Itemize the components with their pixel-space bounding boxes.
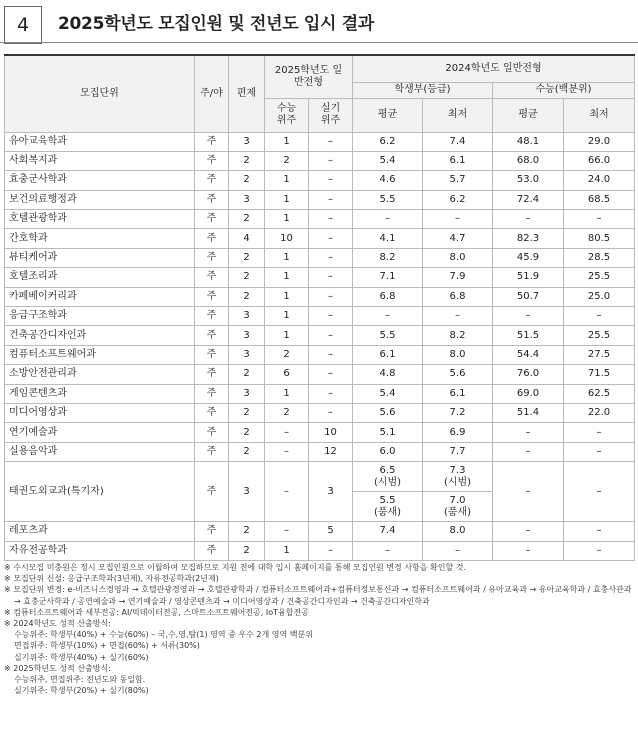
transfer-years: 3 (229, 462, 265, 522)
suneung-quota: – (265, 442, 309, 461)
day-night: 주 (195, 248, 229, 267)
transfer-years: 2 (229, 287, 265, 306)
hs-min: 4.7 (423, 229, 493, 248)
suneung-quota: 1 (265, 132, 309, 151)
hs-min-poomsae-tag: (품새) (443, 506, 472, 518)
sn-min: – (564, 307, 635, 326)
day-night: 주 (195, 423, 229, 442)
transfer-years: 2 (229, 268, 265, 287)
day-night: 주 (195, 307, 229, 326)
header-hs-min: 최저 (423, 98, 493, 132)
table-row (5, 307, 635, 326)
practical-quota: 3 (309, 462, 353, 522)
header-practical-quota: 실기 위주 (309, 98, 353, 132)
header-transfer: 편제 (229, 55, 265, 132)
hs-min: – (423, 541, 493, 560)
table-row (5, 442, 635, 461)
transfer-years: 3 (229, 307, 265, 326)
hs-avg: – (353, 210, 423, 229)
transfer-years: 2 (229, 151, 265, 170)
transfer-years: 2 (229, 403, 265, 422)
unit-name: 호텔관광학과 (5, 210, 195, 229)
hs-min: 6.1 (423, 384, 493, 403)
sn-min: – (564, 423, 635, 442)
hs-avg-poomsae-value: 5.5 (379, 494, 396, 506)
header-day-night: 주/야 (195, 55, 229, 132)
unit-name: 효충군사학과 (5, 171, 195, 190)
practical-quota: – (309, 541, 353, 560)
table-row (5, 287, 635, 306)
sn-min: 25.5 (564, 268, 635, 287)
practical-quota: 5 (309, 522, 353, 541)
note-line: ※ 컴퓨터소프트웨어과 세부전공: AI/빅데이터전공, 스마트소프트웨어전공, IoT융합전공 (4, 607, 309, 617)
hs-avg-poomsae-tag: (품새) (373, 506, 402, 518)
day-night: 주 (195, 190, 229, 209)
practical-quota: 12 (309, 442, 353, 461)
header-suneung-pct: 수능(백분위) (493, 82, 635, 98)
sn-avg: – (493, 307, 564, 326)
sn-min: 25.0 (564, 287, 635, 306)
practical-quota: – (309, 384, 353, 403)
practical-quota: – (309, 326, 353, 345)
day-night: 주 (195, 151, 229, 170)
suneung-quota: 2 (265, 403, 309, 422)
sn-min: – (564, 541, 635, 560)
table-row (5, 190, 635, 209)
note-line: 실기위주: 학생부(40%) + 실기(60%) (14, 652, 149, 662)
hs-avg: 6.8 (353, 287, 423, 306)
unit-name: 자유전공학과 (5, 541, 195, 560)
transfer-years: 3 (229, 190, 265, 209)
practical-quota: – (309, 287, 353, 306)
table-row (5, 326, 635, 345)
day-night: 주 (195, 326, 229, 345)
transfer-years: 2 (229, 248, 265, 267)
transfer-years: 2 (229, 210, 265, 229)
day-night: 주 (195, 171, 229, 190)
table-row (5, 132, 635, 151)
hs-min: 6.8 (423, 287, 493, 306)
hs-avg: 4.6 (353, 171, 423, 190)
practical-quota: – (309, 210, 353, 229)
sn-avg: 48.1 (493, 132, 564, 151)
day-night: 주 (195, 132, 229, 151)
hs-min-demo-value: 7.3 (449, 464, 466, 476)
sn-avg: 76.0 (493, 365, 564, 384)
day-night: 주 (195, 462, 229, 522)
hs-avg: – (353, 307, 423, 326)
unit-name: 태권도외교과(특기자) (5, 462, 195, 522)
hs-min: 8.0 (423, 345, 493, 364)
unit-name: 유아교육학과 (5, 132, 195, 151)
unit-name: 카페베이커리과 (5, 287, 195, 306)
note-line: 실기위주: 학생부(20%) + 실기(80%) (14, 686, 149, 696)
unit-name: 컴퓨터소프트웨어과 (5, 345, 195, 364)
note-line: 수능위주, 면접위주: 전년도와 동일함. (14, 675, 146, 685)
practical-quota: – (309, 345, 353, 364)
practical-quota: – (309, 403, 353, 422)
hs-avg: 4.1 (353, 229, 423, 248)
unit-name: 게임콘텐츠과 (5, 384, 195, 403)
unit-name: 소방안전관리과 (5, 365, 195, 384)
day-night: 주 (195, 229, 229, 248)
hs-min-poomsae (423, 492, 493, 522)
table-row (5, 423, 635, 442)
sn-avg: 51.5 (493, 326, 564, 345)
suneung-quota: 1 (265, 541, 309, 560)
suneung-quota: 6 (265, 365, 309, 384)
hs-avg: 6.1 (353, 345, 423, 364)
sn-min: 80.5 (564, 229, 635, 248)
header-divider (0, 42, 638, 43)
hs-min: 5.7 (423, 171, 493, 190)
hs-avg: – (353, 541, 423, 560)
practical-quota: 10 (309, 423, 353, 442)
suneung-quota: 1 (265, 307, 309, 326)
unit-name: 미디어영상과 (5, 403, 195, 422)
note-line: 면접위주: 학생부(10%) + 면접(60%) + 서류(30%) (14, 641, 200, 651)
practical-quota: – (309, 151, 353, 170)
practical-quota: – (309, 171, 353, 190)
practical-quota: – (309, 365, 353, 384)
practical-quota: – (309, 229, 353, 248)
hs-avg: 6.2 (353, 132, 423, 151)
transfer-years: 3 (229, 384, 265, 403)
sn-avg: 69.0 (493, 384, 564, 403)
practical-quota: – (309, 248, 353, 267)
transfer-years: 2 (229, 171, 265, 190)
hs-avg: 5.1 (353, 423, 423, 442)
transfer-years: 2 (229, 423, 265, 442)
hs-min: 7.2 (423, 403, 493, 422)
unit-name: 사회복지과 (5, 151, 195, 170)
suneung-quota: 10 (265, 229, 309, 248)
sn-min: – (564, 442, 635, 461)
hs-avg: 7.1 (353, 268, 423, 287)
hs-min: – (423, 210, 493, 229)
practical-quota: – (309, 307, 353, 326)
table-row (5, 541, 635, 560)
hs-min: 8.2 (423, 326, 493, 345)
sn-avg: 53.0 (493, 171, 564, 190)
sn-min: 22.0 (564, 403, 635, 422)
unit-name: 호텔조리과 (5, 268, 195, 287)
table-row (5, 365, 635, 384)
practical-quota: – (309, 132, 353, 151)
suneung-quota: – (265, 522, 309, 541)
sn-min: – (564, 210, 635, 229)
header-unit: 모집단위 (5, 55, 195, 132)
sn-avg: – (493, 541, 564, 560)
hs-min: 6.2 (423, 190, 493, 209)
transfer-years: 2 (229, 541, 265, 560)
hs-min: – (423, 307, 493, 326)
hs-min: 6.9 (423, 423, 493, 442)
suneung-quota: 1 (265, 190, 309, 209)
suneung-quota: 2 (265, 151, 309, 170)
day-night: 주 (195, 210, 229, 229)
hs-avg: 5.5 (353, 326, 423, 345)
hs-min: 8.0 (423, 248, 493, 267)
header-hs-record: 학생부(등급) (353, 82, 493, 98)
footnotes (4, 562, 634, 696)
hs-min: 6.1 (423, 151, 493, 170)
unit-name: 간호학과 (5, 229, 195, 248)
table-row (5, 384, 635, 403)
unit-name: 실용음악과 (5, 442, 195, 461)
hs-avg-demo (353, 462, 423, 492)
transfer-years: 3 (229, 132, 265, 151)
transfer-years: 3 (229, 345, 265, 364)
hs-avg: 7.4 (353, 522, 423, 541)
note-line: ※ 수시모집 미충원은 정시 모집인원으로 이월하여 모집하므로 지원 전에 대학 입시 홈페이지를 통해 모집인원 변경 사항을 확인할 것. (4, 563, 467, 572)
sn-avg: – (493, 423, 564, 442)
hs-avg-demo-tag: (시범) (373, 476, 402, 488)
table-row (5, 268, 635, 287)
sn-min: 66.0 (564, 151, 635, 170)
unit-name: 레포츠과 (5, 522, 195, 541)
hs-min: 8.0 (423, 522, 493, 541)
day-night: 주 (195, 384, 229, 403)
sn-min: 25.5 (564, 326, 635, 345)
day-night: 주 (195, 522, 229, 541)
sn-avg: – (493, 522, 564, 541)
suneung-quota: 2 (265, 345, 309, 364)
sn-avg: 82.3 (493, 229, 564, 248)
sn-min: 27.5 (564, 345, 635, 364)
table-row (5, 210, 635, 229)
sn-min: – (564, 462, 635, 522)
header-sn-avg: 평균 (493, 98, 564, 132)
header-suneung-quota: 수능 위주 (265, 98, 309, 132)
hs-avg: 6.0 (353, 442, 423, 461)
hs-avg-poomsae (353, 492, 423, 522)
hs-avg: 5.6 (353, 403, 423, 422)
day-night: 주 (195, 541, 229, 560)
table-row (5, 151, 635, 170)
hs-min: 7.9 (423, 268, 493, 287)
unit-name: 응급구조학과 (5, 307, 195, 326)
table-row (5, 403, 635, 422)
note-line: ※ 모집단위 신설: 응급구조학과(3년제), 자유전공학과(2년제) (4, 574, 219, 584)
sn-avg: 54.4 (493, 345, 564, 364)
transfer-years: 2 (229, 365, 265, 384)
header-2024: 2024학년도 일반전형 (353, 55, 635, 82)
sn-avg: 51.9 (493, 268, 564, 287)
sn-min: 62.5 (564, 384, 635, 403)
note-line: ※ 모집단위 변경: e-비즈니스경영과 → 호텔관광경영과 → 호텔관광학과 / 컴퓨터소프트웨어과+컴퓨터정보통신과 → 컴퓨터소프트웨어과 / 유아교육과 → 유아교육학과 / 효충사관과 (4, 585, 632, 595)
day-night: 주 (195, 442, 229, 461)
note-line: 수능위주: 학생부(40%) + 수능(60%) – 국,수,영,탐(1) 영역 중 우수 2개 영역 백분위 (14, 630, 313, 640)
hs-min: 5.6 (423, 365, 493, 384)
transfer-years: 4 (229, 229, 265, 248)
table-row (5, 522, 635, 541)
practical-quota: – (309, 268, 353, 287)
section-number: 4 (4, 6, 42, 44)
unit-name: 건축공간디자인과 (5, 326, 195, 345)
unit-name: 연기예술과 (5, 423, 195, 442)
suneung-quota: – (265, 462, 309, 522)
hs-min-demo (423, 462, 493, 492)
hs-min-demo-tag: (시범) (443, 476, 472, 488)
section-header (0, 0, 638, 52)
sn-avg: 50.7 (493, 287, 564, 306)
suneung-quota: – (265, 423, 309, 442)
sn-avg: – (493, 462, 564, 522)
suneung-quota: 1 (265, 326, 309, 345)
sn-avg: 51.4 (493, 403, 564, 422)
note-line: → 효충군사학과 / 공연예술과 → 연기예술과 / 영상콘텐츠과 → 미디어영상과 / 건축공간디자인과 → 건축공간디자인학과 (14, 596, 430, 606)
day-night: 주 (195, 268, 229, 287)
table-row (5, 248, 635, 267)
page-title: 2025학년도 모집인원 및 전년도 입시 결과 (58, 14, 375, 34)
hs-avg: 5.4 (353, 384, 423, 403)
day-night: 주 (195, 345, 229, 364)
transfer-years: 3 (229, 326, 265, 345)
day-night: 주 (195, 365, 229, 384)
sn-avg: – (493, 442, 564, 461)
sn-avg: – (493, 210, 564, 229)
hs-min: 7.7 (423, 442, 493, 461)
sn-min: 68.5 (564, 190, 635, 209)
hs-avg: 5.5 (353, 190, 423, 209)
sn-avg: 72.4 (493, 190, 564, 209)
transfer-years: 2 (229, 522, 265, 541)
sn-min: 71.5 (564, 365, 635, 384)
suneung-quota: 1 (265, 210, 309, 229)
day-night: 주 (195, 287, 229, 306)
sn-avg: 68.0 (493, 151, 564, 170)
sn-min: – (564, 522, 635, 541)
table-row (5, 171, 635, 190)
hs-avg: 5.4 (353, 151, 423, 170)
day-night: 주 (195, 403, 229, 422)
admission-results-table (4, 54, 635, 561)
note-line: ※ 2024학년도 성적 산출방식: (4, 619, 111, 629)
hs-avg: 8.2 (353, 248, 423, 267)
header-sn-min: 최저 (564, 98, 635, 132)
hs-avg: 4.8 (353, 365, 423, 384)
suneung-quota: 1 (265, 287, 309, 306)
table-row-taekwondo (5, 462, 635, 492)
hs-avg-demo-value: 6.5 (379, 464, 396, 476)
unit-name: 보건의료행정과 (5, 190, 195, 209)
transfer-years: 2 (229, 442, 265, 461)
sn-min: 29.0 (564, 132, 635, 151)
sn-min: 24.0 (564, 171, 635, 190)
note-line: ※ 2025학년도 성적 산출방식: (4, 663, 111, 673)
header-hs-avg: 평균 (353, 98, 423, 132)
table-row (5, 229, 635, 248)
practical-quota: – (309, 190, 353, 209)
suneung-quota: 1 (265, 268, 309, 287)
sn-avg: 45.9 (493, 248, 564, 267)
table-row (5, 345, 635, 364)
hs-min: 7.4 (423, 132, 493, 151)
suneung-quota: 1 (265, 171, 309, 190)
suneung-quota: 1 (265, 384, 309, 403)
sn-min: 28.5 (564, 248, 635, 267)
suneung-quota: 1 (265, 248, 309, 267)
header-2025: 2025학년도 일반전형 (265, 55, 353, 98)
hs-min-poomsae-value: 7.0 (449, 494, 466, 506)
unit-name: 뷰티케어과 (5, 248, 195, 267)
